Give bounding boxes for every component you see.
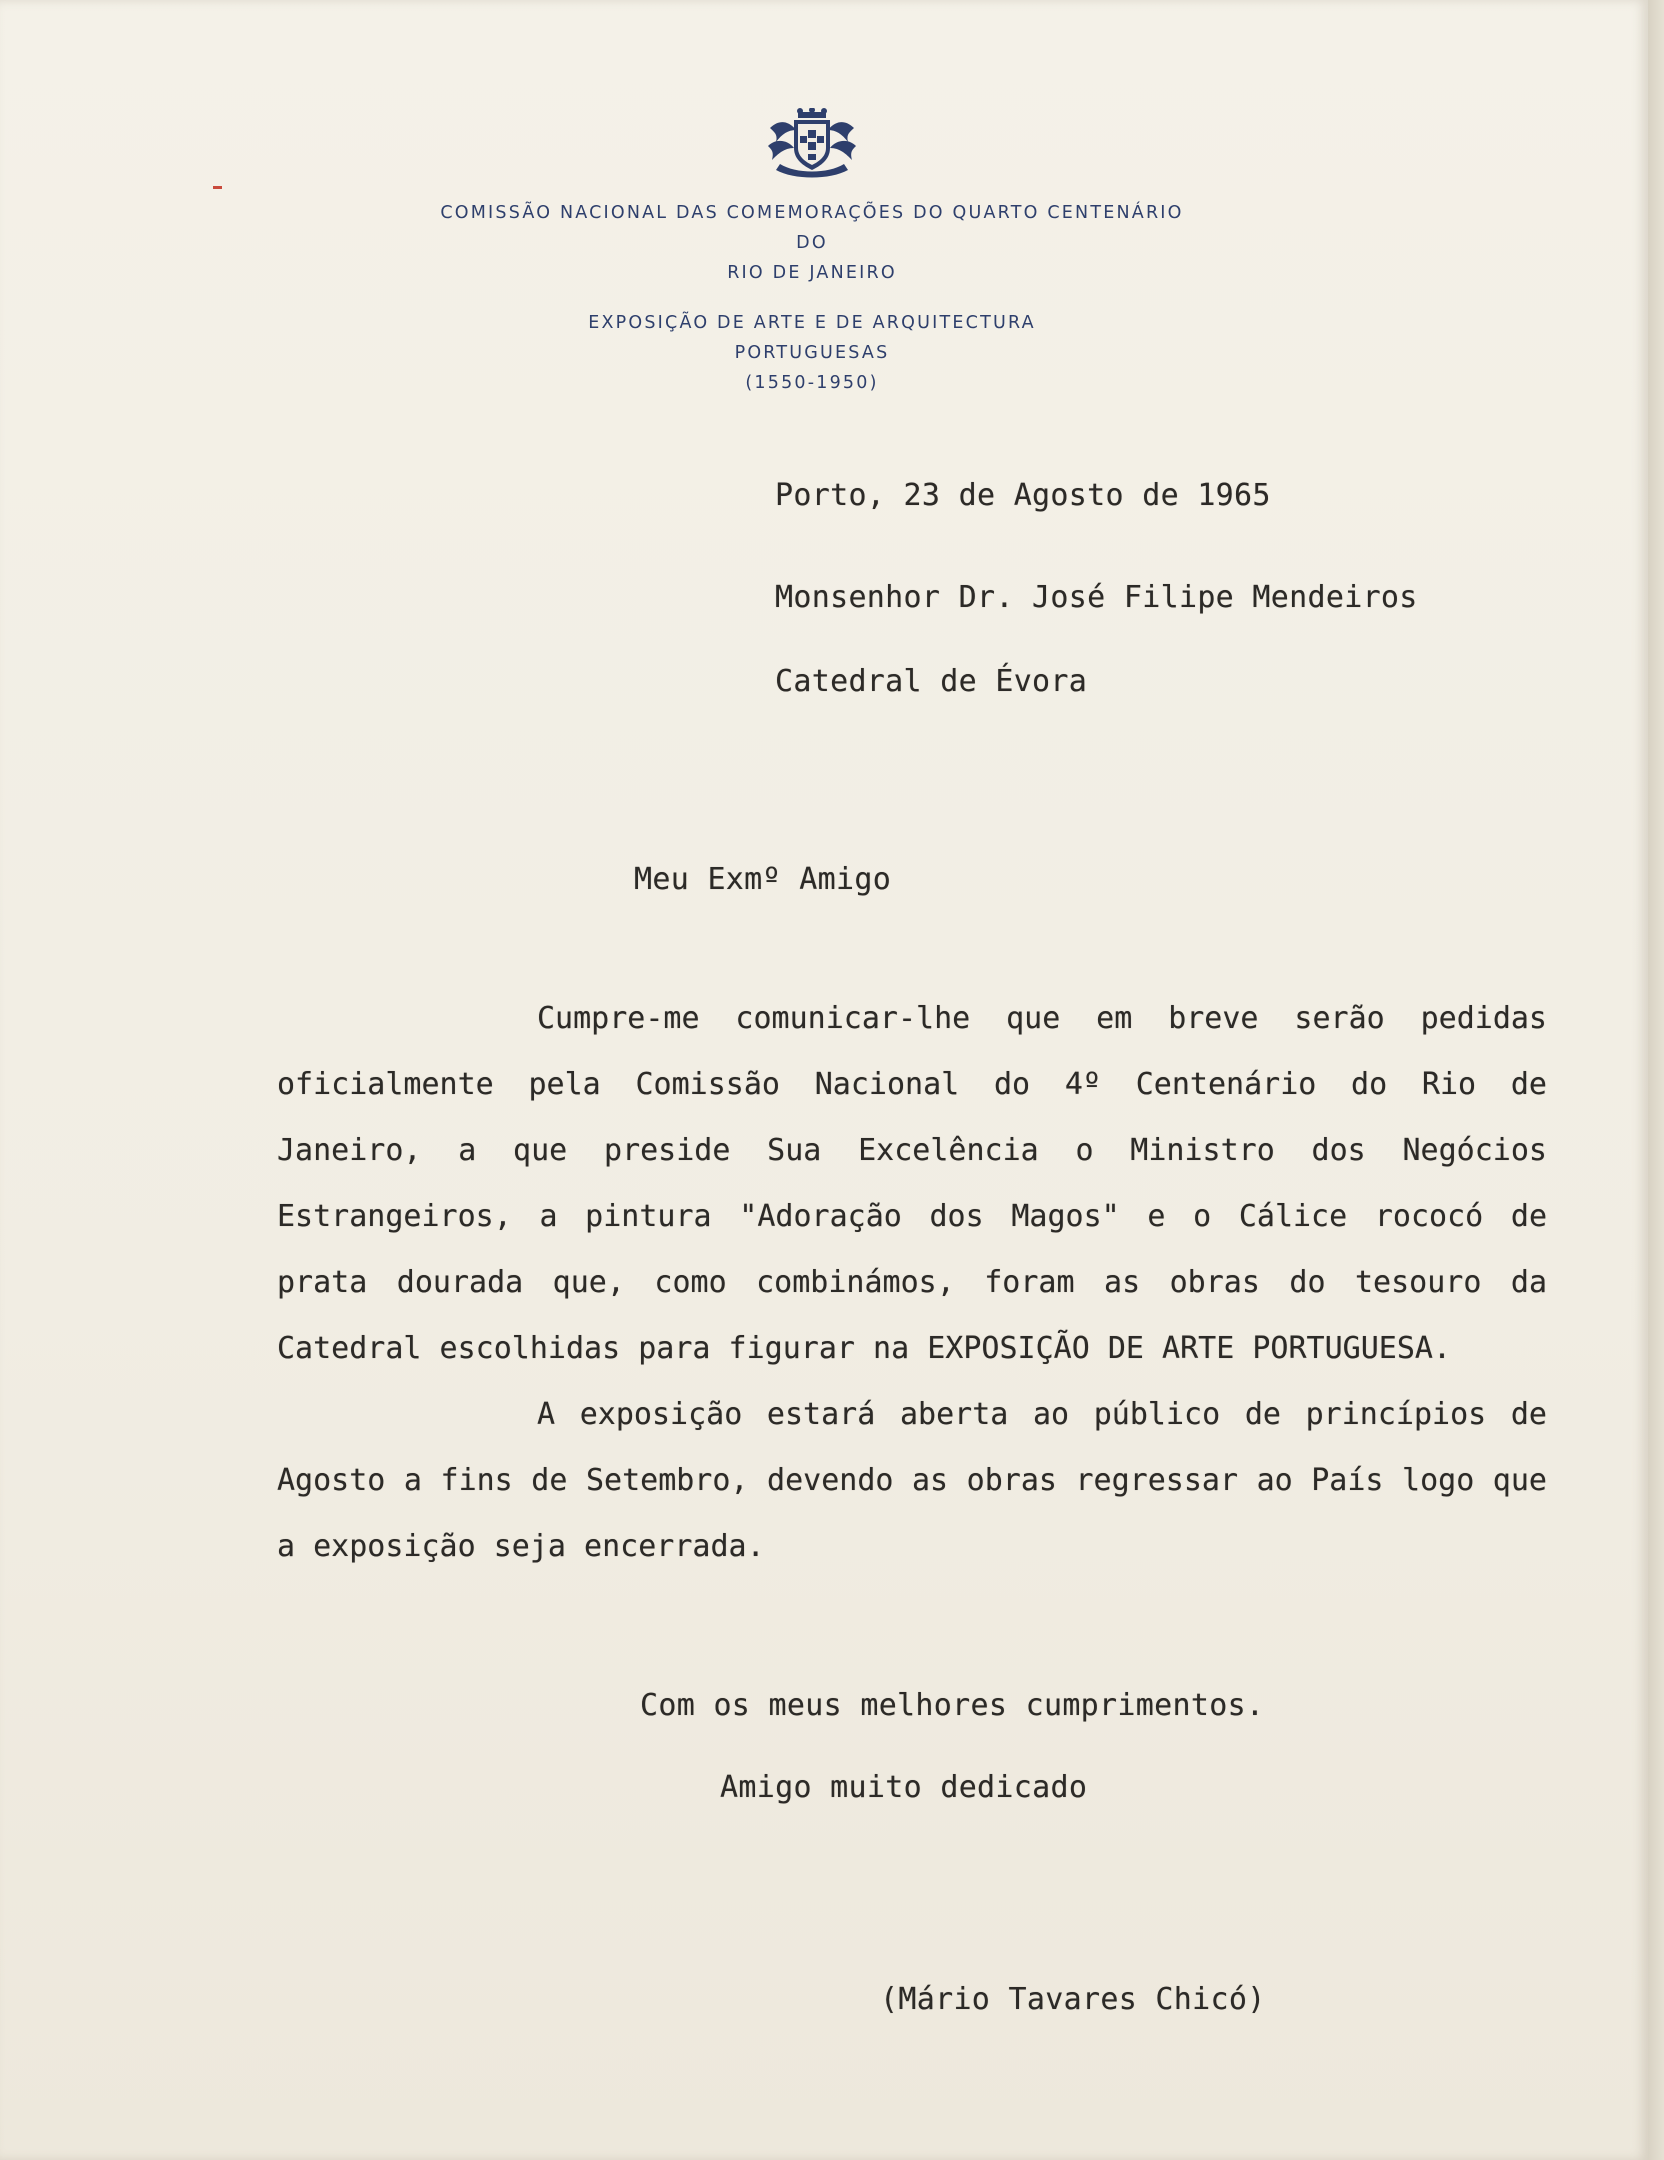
- letterhead-commission: COMISSÃO NACIONAL DAS COMEMORAÇÕES DO QUARTO CENTENÁRIO: [440, 203, 1184, 223]
- salutation: Meu Exmº Amigo: [634, 862, 892, 897]
- paragraph-1: Cumpre-me comunicar-lhe que em breve serão pedidas oficialmente pela Comissão Nacional do 4º Centenário do Rio de Janeiro, a que preside Sua Excelência o Ministro dos Negócios Estrangeiros, a pintura "Adoração dos Magos" e o Cálice rococó de prata dourada que, como combinámos, foram as obras do tesouro da Catedral escolhidas para figurar na EXPOSIÇÃO DE ARTE PORTUGUESA.: [277, 1001, 1547, 1366]
- signature-name: (Mário Tavares Chicó): [880, 1982, 1266, 2017]
- letterhead: [280, 108, 1344, 398]
- letterhead-portuguesas: PORTUGUESAS: [734, 343, 890, 363]
- recipient-name: Monsenhor Dr. José Filipe Mendeiros: [775, 580, 1418, 615]
- letterhead-city: RIO DE JANEIRO: [727, 263, 897, 283]
- closing-line: Com os meus melhores cumprimentos.: [640, 1688, 1265, 1723]
- letterhead-do: DO: [796, 233, 828, 253]
- letterhead-years: (1550-1950): [745, 373, 879, 393]
- paragraph-2: A exposição estará aberta ao público de princípios de Agosto a fins de Setembro, devendo as obras regressar ao País logo que a exposição seja encerrada.: [277, 1397, 1547, 1564]
- letterhead-exhibition: EXPOSIÇÃO DE ARTE E DE ARQUITECTURA: [588, 313, 1036, 333]
- coat-of-arms-icon: [766, 108, 858, 180]
- closing-friend: Amigo muito dedicado: [720, 1770, 1088, 1805]
- red-margin-mark: [213, 186, 222, 189]
- recipient-place: Catedral de Évora: [775, 664, 1088, 699]
- place-date: Porto, 23 de Agosto de 1965: [775, 478, 1271, 513]
- letter-body: [277, 986, 1547, 1580]
- paper-edge: [1648, 0, 1664, 2160]
